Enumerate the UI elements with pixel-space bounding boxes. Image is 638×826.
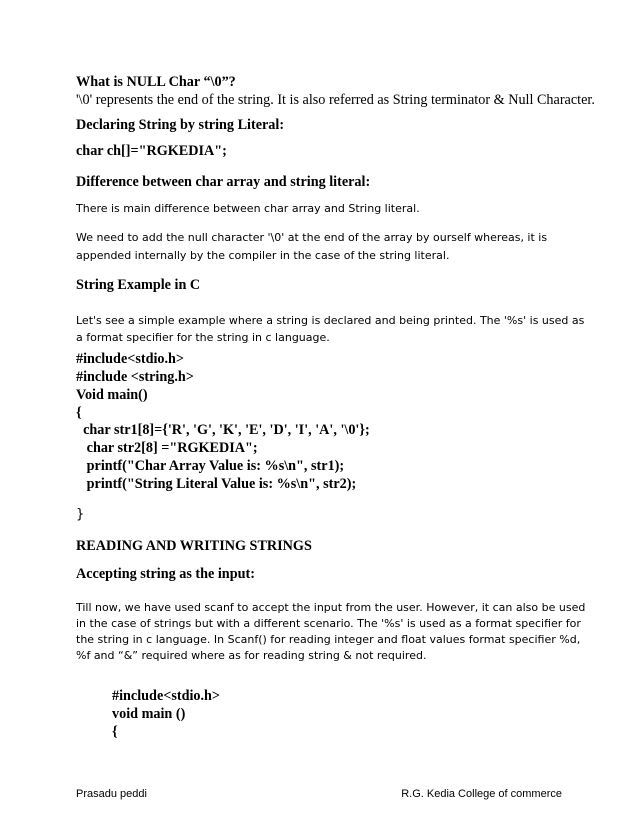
code-line: #include<stdio.h> — [112, 688, 221, 704]
reading-para-line: %f and “&” required where as for reading string & not required. — [76, 649, 427, 662]
example-para-line-2: a format specifier for the string in c language. — [76, 331, 330, 344]
reading-para-line: in the case of strings but with a different scenario. The '%s' is used as a format specifier for — [76, 617, 581, 630]
null-char-heading: What is NULL Char “\0”? — [76, 74, 236, 90]
code-line: Void main() — [76, 387, 148, 403]
footer-author: Prasadu peddi — [76, 788, 147, 800]
code-line: { — [76, 405, 82, 421]
code-line: #include <string.h> — [76, 369, 194, 385]
code-line: char str2[8] ="RGKEDIA"; — [76, 440, 258, 456]
code-line: printf("Char Array Value is: %s\n", str1); — [76, 458, 345, 474]
code-line: printf("String Literal Value is: %s\n", str2); — [76, 476, 357, 492]
reading-para-line: Till now, we have used scanf to accept the input from the user. However, it can also be used — [76, 601, 586, 614]
null-char-text: '\0' represents the end of the string. It is also referred as String terminator & Null Character. — [76, 92, 595, 108]
difference-heading: Difference between char array and string literal: — [76, 174, 371, 190]
difference-para-2-line-1: We need to add the null character '\0' at the end of the array by ourself whereas, it is — [76, 231, 548, 244]
code-line: char str1[8]={'R', 'G', 'K', 'E', 'D', 'I', 'A', '\0'}; — [76, 422, 370, 438]
declaring-heading: Declaring String by string Literal: — [76, 117, 285, 133]
example-para-line-1: Let's see a simple example where a string is declared and being printed. The '%s' is used as — [76, 314, 585, 327]
code-closing-brace: } — [76, 507, 85, 522]
declaring-code: char ch[]="RGKEDIA"; — [76, 143, 227, 159]
code-line: void main () — [112, 706, 186, 722]
reading-subheading: Accepting string as the input: — [76, 566, 255, 582]
reading-para-line: the string in c language. In Scanf() for reading integer and float values format specifier %d, — [76, 633, 581, 646]
reading-heading: READING AND WRITING STRINGS — [76, 538, 312, 554]
code-line: { — [112, 724, 118, 740]
difference-para-1: There is main difference between char array and String literal. — [76, 202, 420, 215]
code-line: #include<stdio.h> — [76, 351, 185, 367]
difference-para-2-line-2: appended internally by the compiler in the case of the string literal. — [76, 249, 450, 262]
footer-college: R.G. Kedia College of commerce — [401, 788, 562, 800]
example-heading: String Example in C — [76, 277, 201, 293]
